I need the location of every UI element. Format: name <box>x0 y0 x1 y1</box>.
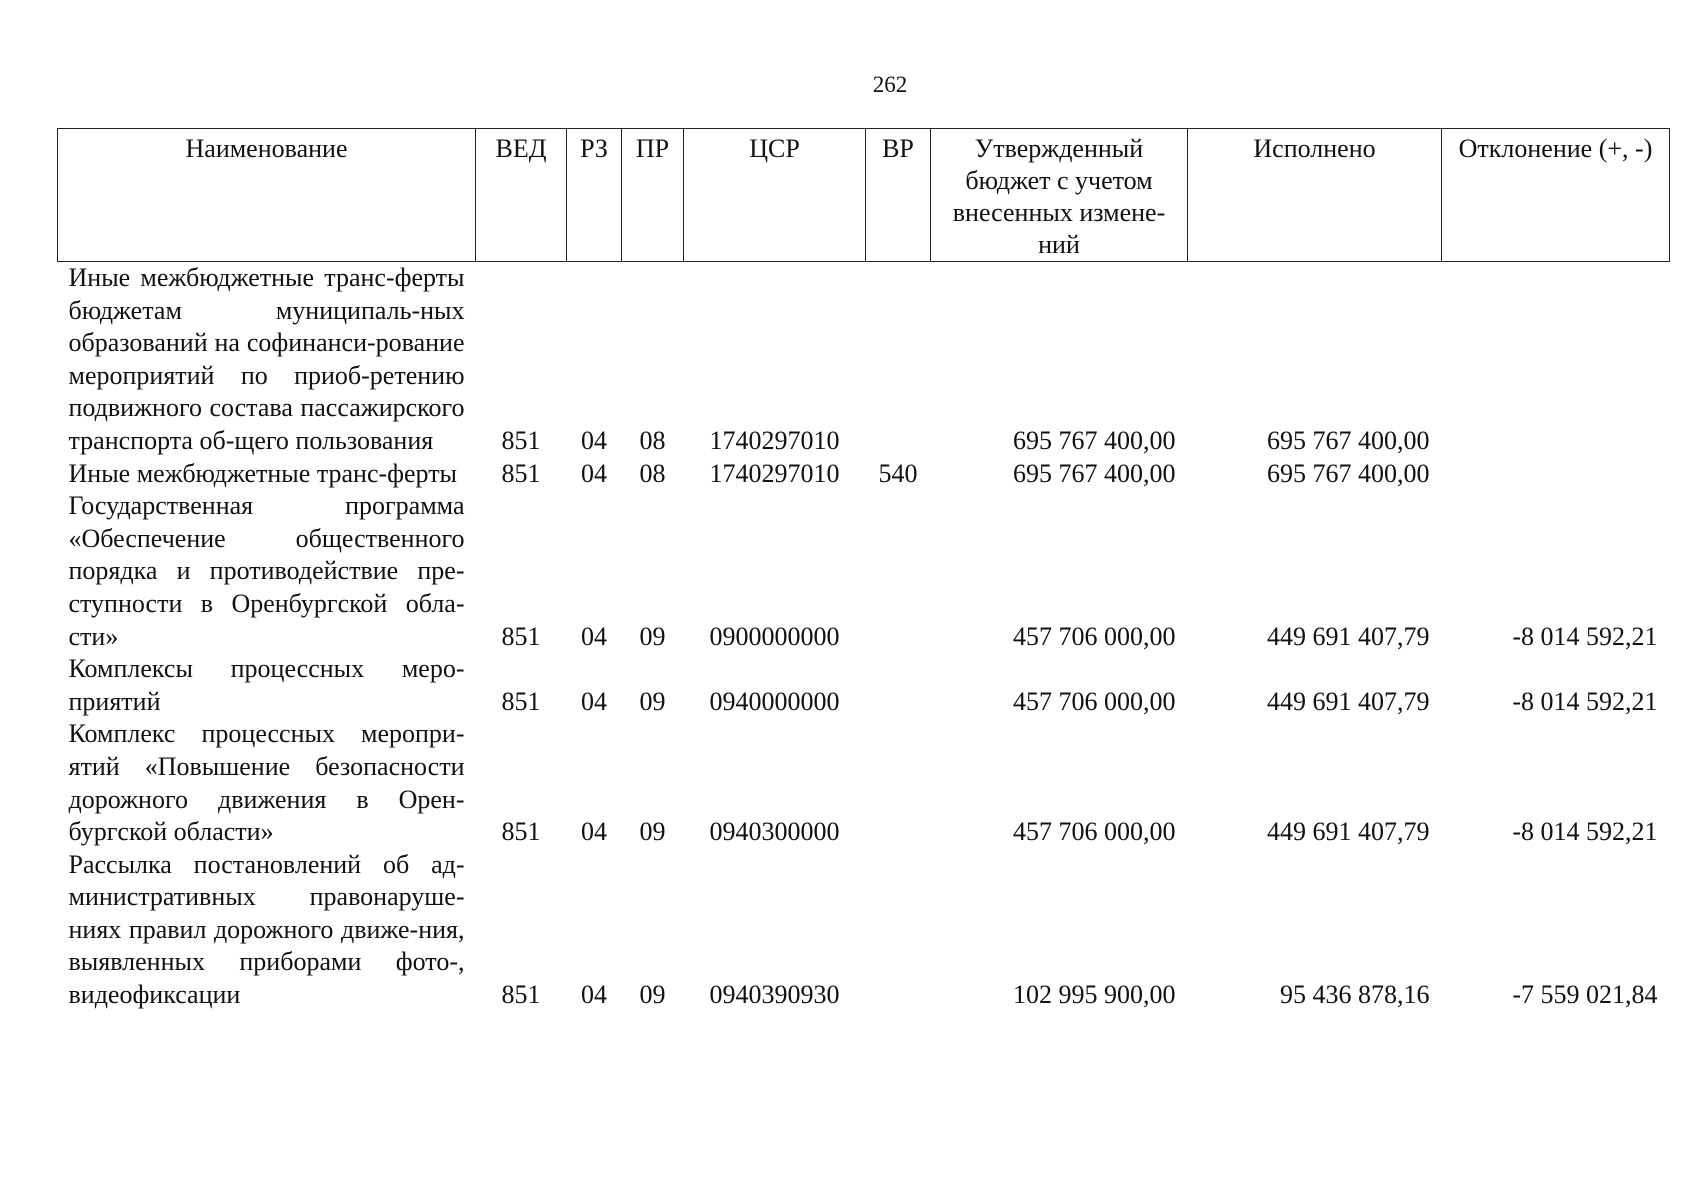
header-rz: РЗ <box>567 129 622 262</box>
row-approved: 457 706 000,00 <box>1013 817 1176 847</box>
table-body <box>58 262 1670 1012</box>
row-executed: 449 691 407,79 <box>1267 817 1430 847</box>
table-header <box>58 129 1670 262</box>
page-number: 262 <box>872 72 908 97</box>
row-vr <box>866 262 931 458</box>
table-row <box>58 718 1670 848</box>
row-pr: 09 <box>639 621 666 651</box>
row-executed: 695 767 400,00 <box>1267 458 1430 488</box>
row-rz: 04 <box>581 980 607 1010</box>
row-approved: 102 995 900,00 <box>1013 980 1176 1010</box>
row-rz: 04 <box>581 621 607 651</box>
header-csr: ЦСР <box>684 129 866 262</box>
header-executed: Исполнено <box>1188 129 1442 262</box>
row-rz: 04 <box>581 425 607 455</box>
row-name: Государственная программа «Обеспечение общественного порядка и противодействие пре-ступности в Оренбургской обла-сти» <box>68 491 465 651</box>
row-approved: 457 706 000,00 <box>1013 621 1176 651</box>
row-pr: 09 <box>639 980 666 1010</box>
row-deviation: -8 014 592,21 <box>1512 621 1658 651</box>
row-ved: 851 <box>501 980 541 1010</box>
row-executed: 695 767 400,00 <box>1267 425 1430 455</box>
table-row <box>58 458 1670 491</box>
row-csr: 0940390930 <box>709 980 840 1010</box>
row-executed: 449 691 407,79 <box>1267 686 1430 716</box>
row-deviation: -8 014 592,21 <box>1512 817 1658 847</box>
row-approved: 695 767 400,00 <box>1013 425 1176 455</box>
row-pr: 08 <box>639 425 666 455</box>
header-ved: ВЕД <box>476 129 567 262</box>
row-executed: 95 436 878,16 <box>1280 980 1430 1010</box>
row-name: Иные межбюджетные транс-ферты <box>68 458 458 488</box>
row-pr: 09 <box>639 817 666 847</box>
row-name: Рассылка постановлений об ад-министративных правонаруше-ниях правил дорожного движе-ния, выявленных приборами фото-, видеофиксации <box>68 849 465 1010</box>
row-rz: 04 <box>581 458 607 488</box>
row-csr: 0940300000 <box>709 817 840 847</box>
row-pr: 08 <box>639 458 666 488</box>
row-csr: 1740297010 <box>709 458 840 488</box>
row-csr: 0900000000 <box>709 621 840 651</box>
table-row <box>58 653 1670 718</box>
row-approved: 695 767 400,00 <box>1013 458 1176 488</box>
row-rz: 04 <box>581 817 607 847</box>
header-deviation: Отклонение (+, -) <box>1442 129 1670 262</box>
row-csr: 0940000000 <box>709 686 840 716</box>
row-deviation <box>1442 458 1670 491</box>
row-name: Комплексы процессных меро-приятий <box>68 654 465 716</box>
row-deviation <box>1442 262 1670 458</box>
row-name: Комплекс процессных меропри-ятий «Повышение безопасности дорожного движения в Орен-бургской области» <box>68 719 465 847</box>
row-ved: 851 <box>501 458 541 488</box>
header-approved-budget: Утвержденный бюджет с учетом внесенных измене-ний <box>931 129 1188 262</box>
row-vr <box>866 653 931 718</box>
row-pr: 09 <box>639 686 666 716</box>
row-ved: 851 <box>501 621 541 651</box>
budget-table <box>57 128 1670 1012</box>
table-row <box>58 262 1670 458</box>
row-ved: 851 <box>501 425 541 455</box>
header-pr: ПР <box>622 129 684 262</box>
header-name: Наименование <box>58 129 476 262</box>
row-vr: 540 <box>878 458 918 488</box>
table-row <box>58 490 1670 653</box>
row-csr: 1740297010 <box>709 425 840 455</box>
table-row <box>58 849 1670 1012</box>
row-deviation: -8 014 592,21 <box>1512 686 1658 716</box>
row-rz: 04 <box>581 686 607 716</box>
row-vr <box>866 718 931 848</box>
row-deviation: -7 559 021,84 <box>1512 980 1658 1010</box>
row-vr <box>866 490 931 653</box>
row-name: Иные межбюджетные транс-ферты бюджетам муниципаль-ных образований на софинанси-рование мероприятий по приоб-ретению подвижного состава пассажирского транспорта об-щего пользования <box>68 263 465 455</box>
row-vr <box>866 849 931 1012</box>
row-approved: 457 706 000,00 <box>1013 686 1176 716</box>
header-vr: ВР <box>866 129 931 262</box>
row-ved: 851 <box>501 686 541 716</box>
row-ved: 851 <box>501 817 541 847</box>
row-executed: 449 691 407,79 <box>1267 621 1430 651</box>
